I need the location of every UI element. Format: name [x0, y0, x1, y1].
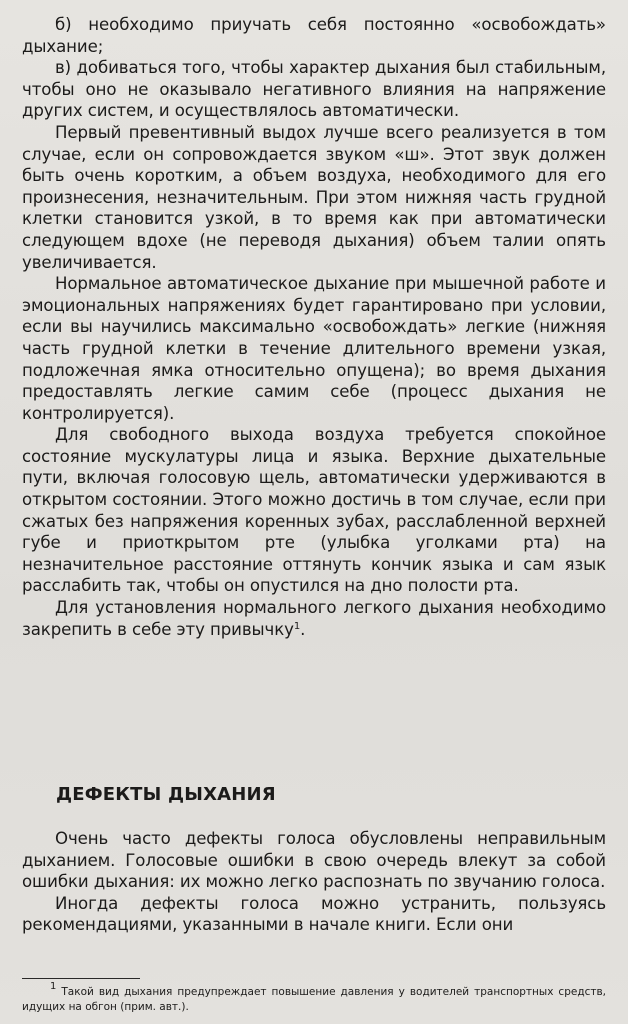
top-text-block — [22, 14, 606, 640]
footnote-marker: 1 — [293, 620, 301, 632]
paragraph-habit: Для установления нормального легкого дыхания необходимо закрепить в себе эту привычку$^1$. — [22, 598, 606, 639]
footnote-text: Такой вид дыхания предупреждает повышение давления у водителей транспортных средств, идущих на обгон (прим. авт.). — [22, 986, 606, 1013]
paragraph-normal-breathing: Нормальное автоматическое дыхание при мышечной работе и эмоциональных напряжениях будет гарантировано при условии, если вы научились максимально «освобождать» легкие (нижняя часть грудной клетки в течение длительного времени узкая, подложечная ямка относительно опущена); во время дыхания предоставлять легкие самим себе (процесс дыхания не контролируется). — [22, 274, 606, 423]
footnote-divider — [22, 978, 140, 979]
paragraph-v: в) добиваться того, чтобы характер дыхания был стабильным, чтобы оно не оказывало негативного влияния на напряжение других систем, и осуществлялось автоматически. — [22, 58, 606, 121]
section-heading-wrap — [22, 784, 276, 805]
paragraph-habit-text: Для установления нормального легкого дыхания необходимо закрепить в себе эту привычку — [22, 598, 606, 639]
bottom-text-block — [22, 828, 606, 936]
paragraph-b: б) необходимо приучать себя постоянно «освобождать» дыхание; — [22, 15, 606, 56]
paragraph-remedies: Иногда дефекты голоса можно устранить, пользуясь рекомендациями, указанными в начале книги. Если они — [22, 893, 606, 935]
paragraph-preventive-exhale: Первый превентивный выдох лучше всего реализуется в том случае, если он сопровождается звуком «ш». Этот звук должен быть очень коротким, а объем воздуха, необходимого для его произнесения, незначительным. При этом нижняя часть грудной клетки становится узкой, в то время как при автоматически следующем вдохе (не переводя дыхания) объем талии опять увеличивается. — [22, 122, 606, 272]
paragraph-voice-defects: Очень часто дефекты голоса обусловлены неправильным дыханием. Голосовые ошибки в свою очередь влекут за собой ошибки дыхания: их можно легко распознать по звучанию голоса. — [22, 829, 606, 892]
footnote — [22, 981, 606, 1015]
paragraph-free-air-exit: Для свободного выхода воздуха требуется спокойное состояние мускулатуры лица и языка. Верхние дыхательные пути, включая голосовую щель, автоматически удерживаются в открытом состоянии. Этого можно достичь в том случае, если при сжатых без напряжения коренных зубах, расслабленной верхней губе и приоткрытом рте (улыбка уголками рта) на незначительное расстояние оттянуть кончик языка и сам язык расслабить так, чтобы он опустился на дно полости рта. — [22, 425, 606, 596]
section-heading: ДЕФЕКТЫ ДЫХАНИЯ — [56, 784, 276, 805]
footnote-number: 1 — [50, 981, 57, 992]
